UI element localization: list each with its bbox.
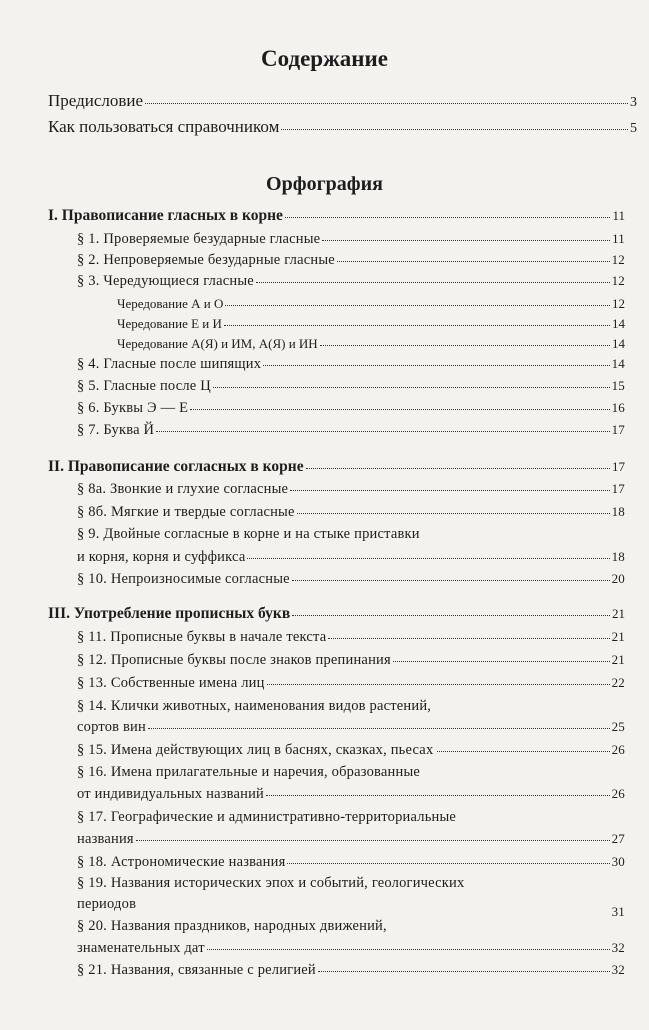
- entry-page: 26: [611, 742, 625, 757]
- toc-entry-preface[interactable]: [48, 92, 637, 110]
- entry-page: 14: [612, 316, 625, 331]
- dot-leader: [207, 949, 610, 950]
- toc-section[interactable]: [48, 208, 625, 224]
- toc-entry[interactable]: [77, 720, 625, 735]
- toc-entry[interactable]: [77, 630, 625, 645]
- entry-page: 25: [611, 719, 625, 734]
- entry-label: и корня, корня и суффикса: [77, 549, 246, 565]
- toc-entry[interactable]: [117, 317, 625, 330]
- section-label: II. Правописание согласных в корне: [48, 458, 304, 475]
- entry-page: 3: [630, 95, 637, 110]
- entry-page: 17: [612, 459, 625, 474]
- entry-page: 12: [611, 252, 625, 267]
- entry-label-line: § 14. Клички животных, наименования видов растений,: [77, 698, 432, 714]
- entry-label: § 21. Названия, связанные с религией: [77, 962, 316, 978]
- entry-page: 12: [611, 273, 625, 288]
- entry-page: 31: [611, 904, 625, 919]
- dot-leader: [266, 795, 610, 796]
- toc-entry[interactable]: [77, 855, 625, 870]
- dot-leader: [322, 240, 610, 241]
- entry-label: названия: [77, 831, 134, 847]
- toc-entry[interactable]: [117, 337, 625, 350]
- dot-leader: [256, 282, 610, 283]
- section-label: III. Употребление прописных букв: [48, 605, 291, 622]
- dot-leader: [290, 490, 609, 491]
- entry-label: сортов вин: [77, 719, 146, 735]
- entry-label: § 4. Гласные после шипящих: [77, 356, 262, 372]
- entry-label: § 18. Астрономические названия: [77, 854, 286, 870]
- entry-page: 21: [612, 606, 625, 621]
- dot-leader: [292, 615, 610, 616]
- entry-page: 22: [611, 675, 625, 690]
- entry-label-line: периодов: [77, 896, 137, 912]
- entry-page: 16: [611, 400, 625, 415]
- entry-label-line: § 20. Названия праздников, народных движений,: [77, 918, 387, 934]
- entry-page: 32: [611, 962, 625, 977]
- toc-entry[interactable]: [77, 550, 625, 565]
- toc-entry[interactable]: [77, 423, 625, 438]
- entry-label: Предисловие: [48, 91, 144, 110]
- toc-entry[interactable]: [77, 401, 625, 416]
- entry-page: 11: [612, 208, 625, 223]
- entry-label: Чередование А и О: [117, 296, 224, 311]
- entry-label: § 6. Буквы Э — Е: [77, 400, 189, 416]
- dot-leader: [318, 971, 610, 972]
- entry-label-line: § 16. Имена прилагательные и наречия, образованные: [77, 764, 421, 780]
- entry-page: 26: [611, 786, 625, 801]
- entry-label: Как пользоваться справочником: [48, 117, 280, 136]
- toc-entry[interactable]: [117, 297, 625, 310]
- entry-page: 17: [611, 481, 625, 496]
- entry-label-line: § 19. Названия исторических эпох и событий, геологических: [77, 875, 465, 891]
- toc-section[interactable]: [48, 606, 625, 622]
- entry-page: 30: [611, 854, 625, 869]
- dot-leader: [285, 217, 611, 218]
- dot-leader: [247, 558, 609, 559]
- entry-label: § 1. Проверяемые безударные гласные: [77, 231, 321, 247]
- toc-entry[interactable]: [77, 653, 625, 668]
- dot-leader: [306, 468, 610, 469]
- entry-page: 32: [611, 940, 625, 955]
- dot-leader: [136, 840, 610, 841]
- entry-label-line: § 17. Географические и административно-территориальные: [77, 809, 457, 825]
- entry-label: знаменательных дат: [77, 940, 205, 956]
- dot-leader: [337, 261, 610, 262]
- entry-label: Чередование Е и И: [117, 316, 222, 331]
- toc-entry[interactable]: [77, 379, 625, 394]
- entry-label: § 5. Гласные после Ц: [77, 378, 211, 394]
- dot-leader: [224, 325, 610, 326]
- dot-leader: [267, 684, 610, 685]
- toc-entry[interactable]: [77, 253, 625, 268]
- entry-page: 17: [611, 422, 625, 437]
- toc-entry[interactable]: [77, 743, 625, 758]
- entry-label: § 15. Имена действующих лиц в баснях, сказках, пьесах: [77, 742, 434, 758]
- entry-label: § 13. Собственные имена лиц: [77, 675, 265, 691]
- entry-label: § 8а. Звонкие и глухие согласные: [77, 481, 289, 497]
- section-label: I. Правописание гласных в корне: [48, 207, 283, 224]
- entry-page: 21: [611, 652, 625, 667]
- entry-label: § 8б. Мягкие и твердые согласные: [77, 504, 295, 520]
- toc-entry[interactable]: [77, 357, 625, 372]
- dot-leader: [393, 661, 610, 662]
- entry-label: Чередование А(Я) и ИМ, А(Я) и ИН: [117, 336, 318, 351]
- dot-leader: [225, 305, 610, 306]
- entry-label: § 7. Буква Й: [77, 422, 155, 438]
- entry-page: 27: [611, 831, 625, 846]
- dot-leader: [320, 345, 610, 346]
- dot-leader: [287, 863, 609, 864]
- toc-entry[interactable]: [77, 232, 625, 247]
- toc-entry[interactable]: [77, 676, 625, 691]
- entry-page: 5: [630, 121, 637, 136]
- dot-leader: [292, 580, 610, 581]
- toc-section[interactable]: [48, 459, 625, 475]
- entry-label: § 2. Непроверяемые безударные гласные: [77, 252, 335, 268]
- toc-entry[interactable]: [77, 905, 625, 918]
- entry-page: 21: [611, 629, 625, 644]
- entry-page: 11: [612, 231, 625, 246]
- entry-label: от индивидуальных названий: [77, 786, 265, 802]
- page-title: Содержание: [261, 46, 388, 71]
- dot-leader: [297, 513, 610, 514]
- entry-label: § 11. Прописные буквы в начале текста: [77, 629, 327, 645]
- dot-leader: [437, 751, 609, 752]
- entry-page: 15: [611, 378, 625, 393]
- entry-label-line: § 9. Двойные согласные в корне и на стыке приставки: [77, 526, 420, 542]
- part-title: Орфография: [266, 173, 383, 195]
- toc-entry[interactable]: [77, 572, 625, 587]
- dot-leader: [139, 913, 610, 914]
- toc-entry-how-to-use[interactable]: [48, 118, 637, 136]
- toc-entry[interactable]: [77, 482, 625, 497]
- entry-label: § 12. Прописные буквы после знаков препинания: [77, 652, 391, 668]
- dot-leader: [281, 129, 628, 130]
- entry-page: 12: [612, 296, 625, 311]
- toc-entry[interactable]: [77, 505, 625, 520]
- entry-label: § 10. Непроизносимые согласные: [77, 571, 290, 587]
- dot-leader: [156, 431, 609, 432]
- toc-entry[interactable]: [77, 832, 625, 847]
- dot-leader: [148, 728, 610, 729]
- toc-entry[interactable]: [77, 787, 625, 802]
- toc-entry[interactable]: [77, 941, 625, 956]
- dot-leader: [190, 409, 609, 410]
- entry-page: 14: [612, 336, 625, 351]
- dot-leader: [328, 638, 609, 639]
- dot-leader: [263, 365, 609, 366]
- entry-page: 20: [611, 571, 625, 586]
- dot-leader: [213, 387, 610, 388]
- toc-entry[interactable]: [77, 274, 625, 289]
- toc-entry[interactable]: [77, 963, 625, 978]
- entry-page: 18: [611, 549, 625, 564]
- entry-page: 14: [611, 356, 625, 371]
- entry-page: 18: [611, 504, 625, 519]
- entry-label: § 3. Чередующиеся гласные: [77, 273, 254, 289]
- dot-leader: [145, 103, 628, 104]
